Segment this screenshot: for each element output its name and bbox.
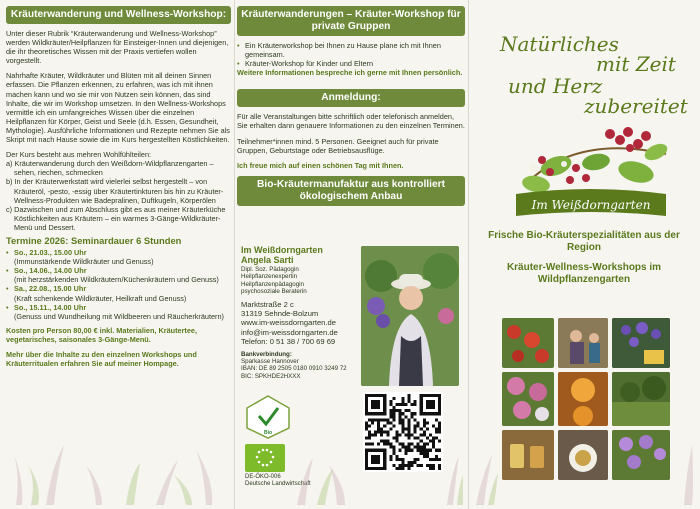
slogan bbox=[500, 32, 696, 122]
photo-lavender bbox=[612, 318, 670, 368]
logo bbox=[506, 124, 676, 224]
eu-organic-logo bbox=[245, 444, 285, 472]
bio-seal bbox=[245, 394, 291, 440]
anmeldung-text: Für alle Veranstaltungen bitte schriftlich oder telefonisch anmelden, Sie erhalten dann genauere Informationen zu den einzelnen Terminen. bbox=[237, 112, 465, 131]
date-item bbox=[6, 303, 231, 321]
grass-decoration bbox=[6, 435, 231, 505]
photo-jars-illustration bbox=[502, 430, 554, 480]
contact-block bbox=[241, 245, 359, 380]
header-anmeldung: Anmeldung: bbox=[237, 89, 465, 107]
header-kraeuterwanderung: Kräuterwanderung und Wellness-Workshop: bbox=[6, 6, 231, 24]
fold-line bbox=[468, 0, 469, 509]
date-text: Sa., 22.08., 15.00 Uhr bbox=[14, 284, 87, 294]
photo-oils bbox=[558, 372, 608, 426]
fold-line bbox=[234, 0, 235, 509]
photo-pink-flowers-illustration bbox=[502, 372, 554, 426]
more-info-text: Mehr über die Inhalte zu den einzelnen Workshops und Kräuterritualen erfahren Sie auf meiner Hompage. bbox=[6, 350, 197, 369]
date-item bbox=[6, 266, 231, 284]
steps-intro: Der Kurs besteht aus mehren Wohlfühlteilen: bbox=[6, 150, 152, 160]
header-private-gruppen: Kräuterwanderungen – Kräuter-Workshop für private Gruppen bbox=[237, 6, 465, 36]
header-bio-manufaktur: Bio-Kräutermanufaktur aus kontrolliert ökologischem Anbau bbox=[237, 176, 465, 206]
step-item: c) Dazwischen und zum Abschluss gibt es aus meiner Kräuterküche Köstlichkeiten aus Kräutern – ein warmes 3-Gänge-Wildkräuter-Menü und Dessert. bbox=[6, 204, 226, 232]
date-desc: (Immunstärkende Wildkräuter und Genuss) bbox=[14, 257, 154, 267]
step-item: b) In der Kräuterwerkstatt wird vielerlei selbst hergestellt – von Kräuteröl, -pesto, -essig über Kräutertinkturen bis hin zu Kräuter-Wellness-Produkten wie Badepralinen, Duftkugeln, Körperölen bbox=[6, 177, 224, 205]
photo-chives bbox=[612, 430, 670, 480]
private-bullets bbox=[237, 41, 465, 68]
title-line: psychosoziale Beraterin bbox=[241, 288, 307, 296]
cover-subtitle-1: Frische Bio-Kräuterspezialitäten aus der Region bbox=[488, 230, 680, 253]
date-desc: (Genuss und Wundheilung mit Wildbeeren und Räucherkräutern) bbox=[14, 311, 224, 321]
title-line: Heilpflanzenexpertin bbox=[241, 273, 298, 281]
freue-text: Ich freue mich auf einen schönen Tag mit Ihnen. bbox=[237, 160, 404, 170]
date-item bbox=[6, 248, 231, 266]
bank-iban: IBAN: DE 89 2505 0180 0910 3249 72 bbox=[241, 365, 347, 373]
svg-text:Bio: Bio bbox=[263, 430, 273, 436]
bullet-item: • Ein Kräuterworkshop bei Ihnen zu Hause plane ich mit Ihnen gemeinsam. bbox=[237, 41, 465, 59]
photo-people-illustration bbox=[558, 318, 608, 368]
bank-label: Bankverbindung: bbox=[241, 350, 292, 358]
contact-name: Angela Sarti bbox=[241, 255, 294, 265]
date-text: So., 14.06., 14.00 Uhr bbox=[14, 266, 87, 276]
eco-code: DE-ÖKO-006 bbox=[245, 474, 281, 480]
panel-cover bbox=[472, 6, 696, 505]
contact-company: Im Weißdorngarten bbox=[241, 245, 323, 255]
photo-garden bbox=[612, 372, 670, 426]
bank-block bbox=[241, 351, 359, 381]
body-paragraph: Nahrhafte Kräuter, Wildkräuter und Blüten mit all deinen Sinnen erfassen. Die Pflanzen erkennen, zu erfahren, was ich mit ihnen machen kann und wo sie mir von Nutzen sein können, das sind Inhalte, die wir im Workshop umsetzen. In den Wellness-Workshops vermittle ich ein umfangreiches Wissen über die einzelnen Heilpflanzen für Körper, Geist und Seele (d.h. Essen, Gesundheit, Mythologie). Ausführliche Informationen und Rezepte nehmen Sie als Skript mit nach Hause sowie die im Kurs hergestellten Köstlichkeiten. bbox=[6, 71, 230, 145]
bio-seal-icon bbox=[245, 394, 291, 440]
photo-cooking-illustration bbox=[558, 430, 608, 480]
portrait-photo bbox=[361, 246, 459, 386]
eu-leaf-icon bbox=[245, 444, 285, 472]
eco-label-text bbox=[245, 474, 311, 488]
bank-name: Sparkasse Hannover bbox=[241, 358, 299, 366]
photo-tomatoes-illustration bbox=[502, 318, 554, 368]
email-link[interactable]: info@im-weissdorngarten.de bbox=[241, 327, 338, 337]
intro-paragraph: Unter dieser Rubrik “Kräuterwanderung und Wellness-Workshop” werden Wildkräuter/Heilpflanzen für Einsteiger-Innen und diejenigen, die ihr theoretisches Wissen mit der Praxis vertiefen wollen vorgestellt. bbox=[6, 29, 229, 66]
bullet-item: • Kräuter-Workshop für Kinder und Eltern bbox=[237, 59, 465, 68]
qr-code[interactable] bbox=[363, 392, 443, 472]
slogan-line: mit Zeit bbox=[596, 52, 676, 76]
date-item bbox=[6, 284, 231, 302]
date-text: So., 15.11., 14.00 Uhr bbox=[14, 302, 87, 312]
photo-chives-illustration bbox=[612, 430, 670, 480]
slogan-line: zubereitet bbox=[584, 94, 688, 118]
cost-text: Kosten pro Person 80,00 € inkl. Materialien, Kräutertee, vegetarisches, saisonales 3-Gänge-Menü. bbox=[6, 325, 198, 344]
slogan-line: Natürliches bbox=[500, 32, 619, 56]
date-text: So., 21.03., 15.00 Uhr bbox=[14, 248, 87, 258]
phone-text: Telefon: 0 51 38 / 700 69 69 bbox=[241, 337, 336, 347]
date-desc: (mit herzstärkenden Wildkräutern/Küchenkräutern und Genuss) bbox=[14, 275, 219, 285]
contact-address bbox=[241, 300, 359, 347]
logo-text: Im Weißdorngarten bbox=[531, 198, 651, 212]
date-desc: (Kraft schenkende Wildkräuter, Heilkraft und Genuss) bbox=[14, 293, 187, 303]
step-item: a) Kräuterwanderung durch den Weißdorn-Wildpflanzengarten – sehen, riechen, schmecken bbox=[6, 159, 214, 178]
photo-oils-illustration bbox=[558, 372, 608, 426]
photo-pink-flowers bbox=[502, 372, 554, 426]
anmeldung-text-block bbox=[237, 112, 465, 169]
portrait-illustration bbox=[361, 246, 459, 386]
street: Marktstraße 2 c bbox=[241, 299, 294, 309]
photo-tomatoes bbox=[502, 318, 554, 368]
photo-lavender-illustration bbox=[612, 318, 670, 368]
steps-list bbox=[6, 159, 231, 232]
dates-list bbox=[6, 248, 231, 321]
photo-grid bbox=[502, 318, 672, 480]
photo-cooking bbox=[558, 430, 608, 480]
cover-subtitle-2: Kräuter-Wellness-Workshops im Wildpflanzengarten bbox=[506, 262, 662, 285]
panel-workshop-info bbox=[6, 6, 231, 505]
photo-people bbox=[558, 318, 608, 368]
photo-garden-illustration bbox=[612, 372, 670, 426]
workshop-text bbox=[6, 29, 231, 368]
termine-header: Termine 2026: Seminardauer 6 Stunden bbox=[6, 234, 182, 246]
panel-contact bbox=[237, 6, 465, 505]
website-link[interactable]: www.im-weissdorngarten.de bbox=[241, 318, 336, 328]
slogan-line: und Herz bbox=[508, 74, 603, 98]
bank-bic: BIC: SPKHDE2HXXX bbox=[241, 372, 301, 380]
title-line: Heilpflanzenpädagogin bbox=[241, 280, 304, 288]
qr-code-icon bbox=[365, 394, 441, 470]
teilnehmer-text: Teilnehmer*innen mind. 5 Personen. Geeignet auch für private Gruppen, Geburtstage oder Betriebsausflüge. bbox=[237, 136, 439, 155]
city: 31319 Sehnde-Bolzum bbox=[241, 309, 319, 319]
weitere-info: Weitere Informationen bespreche ich gerne mit Ihnen persönlich. bbox=[237, 68, 463, 78]
contact-titles bbox=[241, 266, 359, 296]
title-line: Dipl. Soz. Pädagogin bbox=[241, 266, 299, 273]
photo-jars bbox=[502, 430, 554, 480]
eco-label: Deutsche Landwirtschaft bbox=[245, 481, 311, 487]
